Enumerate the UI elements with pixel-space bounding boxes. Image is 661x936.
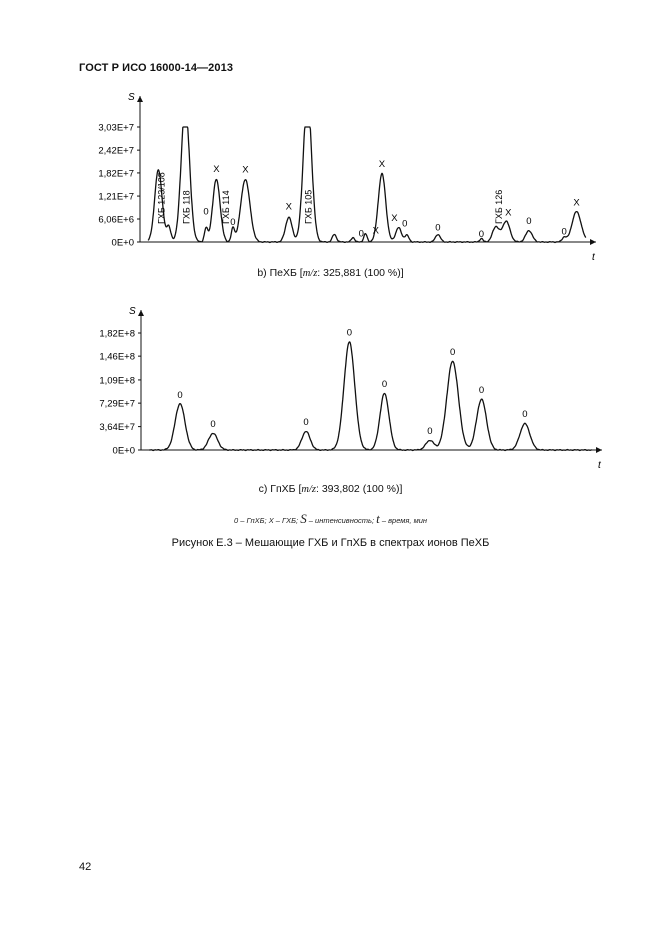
- peak-marker: 0: [358, 228, 364, 240]
- chart-b-caption-mz: m/z: [302, 268, 318, 279]
- chart-c-caption-prefix: c) ГпХБ [: [258, 483, 302, 495]
- y-tick-label: 1,82E+8: [99, 328, 135, 340]
- chart-c-caption-mz: m/z: [301, 484, 316, 495]
- figure-legend: [0, 511, 661, 527]
- y-tick-label: 0E+0: [112, 445, 135, 457]
- chart-b-caption-suffix: : 325,881 (100 %)]: [317, 267, 404, 279]
- page-number: 42: [79, 861, 92, 873]
- peak-marker: 0: [561, 226, 567, 238]
- y-axis-label: S: [128, 92, 135, 103]
- chromatogram-pexb: [0, 88, 661, 278]
- y-tick-label: 2,42E+7: [98, 145, 134, 157]
- y-axis-label: S: [129, 306, 136, 317]
- peak-marker: 0: [402, 218, 408, 230]
- chart-c-caption: [0, 483, 661, 495]
- y-tick-label: 1,46E+8: [99, 351, 135, 363]
- chart-b-caption: [0, 267, 661, 279]
- peak-marker: 0: [435, 222, 441, 234]
- x-axis-label: t: [592, 252, 595, 263]
- peak-marker: 0: [526, 215, 532, 227]
- y-tick-label: 1,21E+7: [98, 191, 134, 203]
- peak-marker: 0: [346, 327, 353, 339]
- peak-marker: 0: [478, 229, 484, 241]
- document-header: ГОСТ Р ИСО 16000-14—2013: [79, 62, 234, 74]
- peak-marker: 0: [303, 416, 309, 428]
- peak-annotation: ГХБ 118: [181, 190, 192, 224]
- peak-marker: X: [213, 163, 220, 175]
- peak-marker: X: [242, 164, 249, 176]
- peak-annotation: ГХБ 126: [494, 189, 505, 224]
- legend-part-1: 0 – ГпХБ; X – ГХБ;: [233, 516, 301, 525]
- chart-c-caption-suffix: : 393,802 (100 %)]: [315, 483, 403, 495]
- x-axis-arrow: [596, 447, 602, 453]
- peak-marker: 0: [522, 409, 528, 421]
- peak-annotation: ГХБ 105: [303, 189, 314, 224]
- peak-marker: X: [391, 213, 398, 225]
- peak-marker: 0: [427, 425, 433, 437]
- peak-marker: X: [378, 158, 386, 170]
- peak-annotation: ГХБ 123/108: [156, 172, 167, 224]
- signal-trace: [148, 127, 586, 243]
- peak-marker: 0: [381, 379, 388, 390]
- peak-marker: X: [505, 207, 512, 219]
- peak-marker: X: [285, 201, 293, 213]
- y-axis-arrow: [138, 310, 144, 316]
- y-tick-label: 0E+0: [111, 237, 134, 249]
- legend-part-3: – время, мин: [379, 516, 428, 525]
- peak-marker: X: [372, 225, 379, 237]
- figure-caption: Рисунок Е.3 – Мешающие ГХБ и ГпХБ в спектрах ионов ПеХБ: [171, 537, 490, 549]
- chart-b-caption-prefix: b) ПеХБ [: [257, 267, 303, 279]
- y-tick-label: 1,82E+7: [98, 168, 134, 180]
- y-tick-label: 1,09E+8: [99, 375, 135, 387]
- legend-part-2: – интенсивность;: [306, 516, 377, 525]
- peak-marker: 0: [230, 216, 236, 228]
- legend-s-symbol: S: [300, 511, 307, 526]
- signal-trace: [149, 342, 592, 451]
- x-axis-label: t: [598, 460, 601, 471]
- peak-annotation: ГХБ 114: [220, 190, 231, 224]
- peak-marker: 0: [177, 389, 183, 401]
- y-tick-label: 3,64E+7: [99, 422, 135, 434]
- y-tick-label: 3,03E+7: [98, 122, 134, 134]
- peak-marker: 0: [478, 384, 485, 396]
- peak-marker: 0: [210, 418, 216, 430]
- y-axis-arrow: [137, 96, 143, 102]
- peak-marker: 0: [449, 346, 456, 358]
- legend-t-symbol: t: [376, 511, 380, 526]
- peak-marker: 0: [203, 206, 209, 218]
- peak-marker: X: [573, 197, 580, 209]
- x-axis-arrow: [590, 239, 596, 245]
- chromatogram-gpxb: [0, 296, 661, 476]
- y-tick-label: 7,29E+7: [99, 398, 135, 410]
- y-tick-label: 6,06E+6: [98, 214, 134, 226]
